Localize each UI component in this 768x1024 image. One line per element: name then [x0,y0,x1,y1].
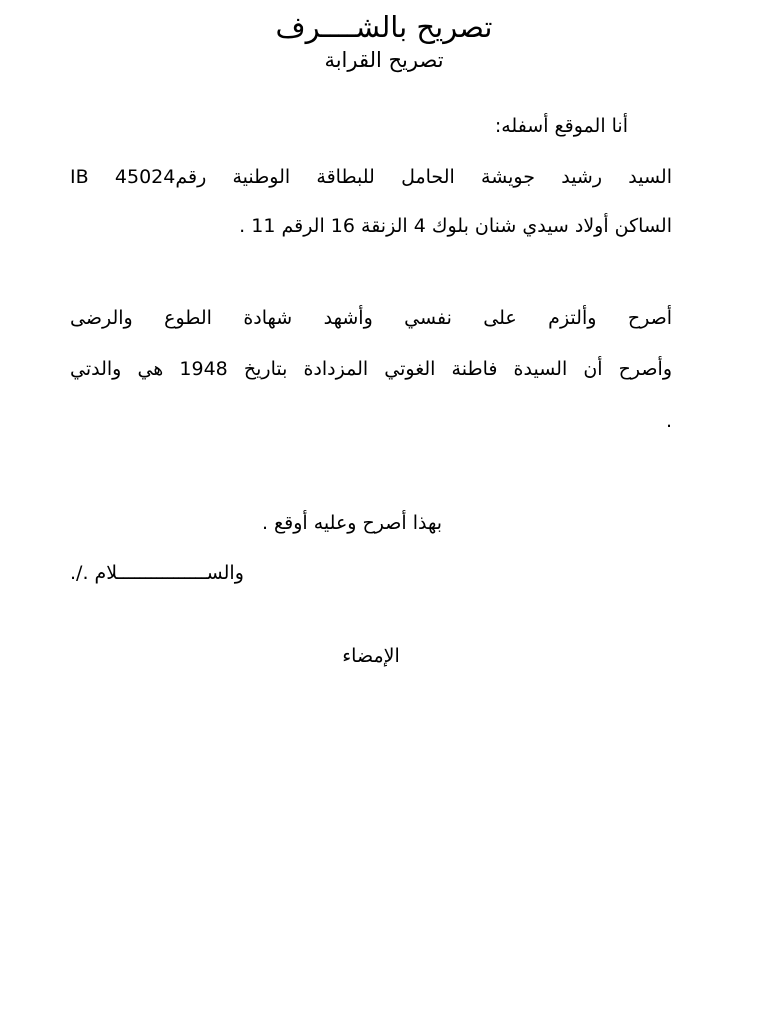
intro-line: أنا الموقع أسفله: [494,115,628,137]
paragraph1-line1 [70,166,672,188]
closing-line [70,562,244,584]
paragraph2-line3: . [665,410,672,432]
document-title: تصريح بالشــــرف [275,10,493,44]
paragraph1-line1-text: السيد رشيد جويشة الحامل للبطاقة الوطنية رقم45024 IB [70,166,672,188]
paragraph1-line2: الساكن أولاد سيدي شنان بلوك 4 الزنقة 16 الرقم 11 . [239,215,672,237]
paragraph2-line1-text: أصرح وألتزم على نفسي وأشهد شهادة الطوع والرضى [70,307,672,329]
document-subtitle: تصريح القرابة [324,48,444,72]
paragraph2-line1 [70,307,672,329]
signature-label: الإمضاء [342,645,400,667]
paragraph2-line2 [70,358,672,380]
paragraph2-line2-text: وأصرح أن السيدة فاطنة الغوتي المزدادة بتاريخ 1948 هي والدتي [70,358,672,380]
closing-text: والســــــــــــــــلام ./. [70,562,244,584]
declaration-line: بهذا أصرح وعليه أوقع . [261,512,442,534]
